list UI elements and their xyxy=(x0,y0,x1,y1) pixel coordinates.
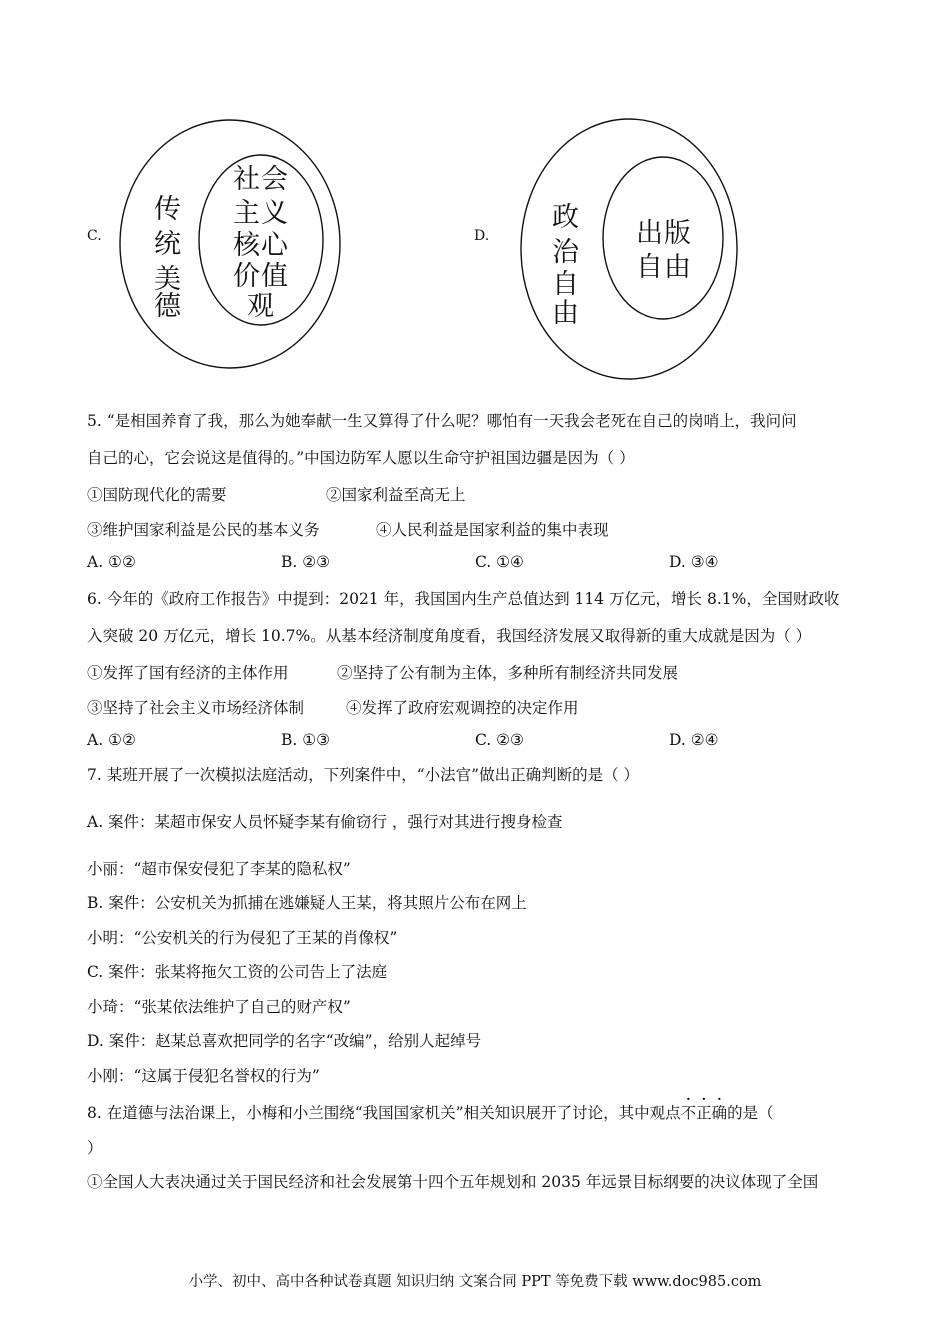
inner-char: 核 xyxy=(233,230,260,261)
page-footer: 小学、初中、高中各种试卷真题 知识归纳 文案合同 PPT 等免费下载 www.doc985.com xyxy=(188,1274,762,1290)
inner-circle-d xyxy=(603,157,723,319)
inner-char: 版 xyxy=(664,218,691,249)
inner-char: 心 xyxy=(261,230,288,261)
q7-stem: 7. 某班开展了一次模拟法庭活动，下列案件中，“小法官”做出正确判断的是（ ） xyxy=(87,766,639,784)
option-c-label: C. xyxy=(87,228,102,244)
inner-char: 值 xyxy=(261,261,288,292)
q8-statement-1: ①全国人大表决通过关于国民经济和社会发展第十四个五年规划和 2035 年远景目标纲要的决议体现了全国 xyxy=(87,1173,819,1191)
q5-option-b: B. ②③ xyxy=(281,553,331,571)
outer-char: 美 xyxy=(154,264,181,295)
q6-option-b: B. ①③ xyxy=(281,731,331,749)
option-d-label: D. xyxy=(474,228,490,244)
q5-statement-1: ①国防现代化的需要 xyxy=(87,486,227,504)
q8-stem-line2: ） xyxy=(87,1139,103,1157)
emph-char: 确 xyxy=(711,1104,728,1122)
q6-statement-3: ③坚持了社会主义市场经济体制 xyxy=(87,699,305,717)
q6-statement-2: ②坚持了公有制为主体，多种所有制经济共同发展 xyxy=(337,664,679,682)
q7-a-judgement: 小丽：“超市保安侵犯了李某的隐私权” xyxy=(87,860,351,878)
inner-char: 观 xyxy=(247,291,274,322)
q7-a-case: A. 案件：某超市保安人员怀疑李某有偷窃行 ，强行对其进行搜身检查 xyxy=(87,813,563,831)
q6-option-d: D. ②④ xyxy=(669,731,719,749)
inner-char: 主 xyxy=(233,198,260,229)
outer-char: 德 xyxy=(154,291,181,322)
outer-circle-c xyxy=(120,120,340,368)
inner-char: 自 xyxy=(636,252,663,283)
q6-stem-line2: 入突破 20 万亿元，增长 10.7%。从基本经济制度角度看，我国经济发展又取得新的重大成就是因为（ ） xyxy=(87,627,812,645)
q6-statement-1: ①发挥了国有经济的主体作用 xyxy=(87,664,289,682)
q5-stem-line2: 自己的心，它会说这是值得的。”中国边防军人愿以生命守护祖国边疆是因为（ ） xyxy=(87,449,635,467)
inner-char: 会 xyxy=(261,164,288,195)
outer-char: 由 xyxy=(552,298,579,329)
outer-char: 自 xyxy=(552,269,579,300)
q6-option-c: C. ②③ xyxy=(475,731,524,749)
q7-c-case: C. 案件：张某将拖欠工资的公司告上了法庭 xyxy=(87,963,388,981)
q5-option-c: C. ①④ xyxy=(475,553,524,571)
q7-c-judgement: 小琦：“张某依法维护了自己的财产权” xyxy=(87,998,351,1016)
outer-char: 传 xyxy=(154,194,181,225)
q7-b-judgement: 小明：“公安机关的行为侵犯了王某的肖像权” xyxy=(87,929,398,947)
q6-statement-4: ④发挥了政府宏观调控的决定作用 xyxy=(346,699,579,717)
inner-char: 价 xyxy=(233,261,260,292)
q5-statement-2: ②国家利益至高无上 xyxy=(326,486,466,504)
diagram-c xyxy=(118,118,342,370)
inner-char: 义 xyxy=(261,198,288,229)
q7-d-case: D. 案件：赵某总喜欢把同学的名字“改编”，给别人起绰号 xyxy=(87,1032,482,1050)
inner-char: 社 xyxy=(233,164,260,195)
q5-option-d: D. ③④ xyxy=(669,553,719,571)
q8-stem-prefix: 8. 在道德与法治课上，小梅和小兰围绕“我国国家机关”相关知识展开了讨论，其中观点 xyxy=(87,1104,681,1122)
q5-statement-3: ③维护国家利益是公民的基本义务 xyxy=(87,521,320,539)
outer-char: 政 xyxy=(552,202,579,233)
outer-char: 治 xyxy=(552,237,579,268)
q5-stem-line1: 5. “是相国养育了我，那么为她奉献一生又算得了什么呢？哪怕有一天我会老死在自己的岗哨上，我问问 xyxy=(87,412,797,430)
q6-stem-line1: 6. 今年的《政府工作报告》中提到：2021 年，我国国内生产总值达到 114 万亿元，增长 8.1%，全国财政收 xyxy=(87,590,840,608)
q5-option-a: A. ①② xyxy=(87,553,136,571)
q7-d-judgement: 小刚：“这属于侵犯名誉权的行为” xyxy=(87,1067,320,1085)
q8-stem-line1 xyxy=(87,1103,774,1123)
inner-char: 出 xyxy=(636,218,663,249)
inner-char: 由 xyxy=(664,252,691,283)
q8-stem-suffix: 的是（ xyxy=(727,1104,774,1122)
emph-char: 不 xyxy=(680,1104,697,1122)
outer-char: 统 xyxy=(154,229,181,260)
q5-statement-4: ④人民利益是国家利益的集中表现 xyxy=(376,521,609,539)
diagram-d xyxy=(519,118,743,382)
q8-emphasis-text xyxy=(681,1104,728,1122)
q7-b-case: B. 案件：公安机关为抓捕在逃嫌疑人王某，将其照片公布在网上 xyxy=(87,894,527,912)
emph-char: 正 xyxy=(696,1104,712,1122)
q6-option-a: A. ①② xyxy=(87,731,136,749)
